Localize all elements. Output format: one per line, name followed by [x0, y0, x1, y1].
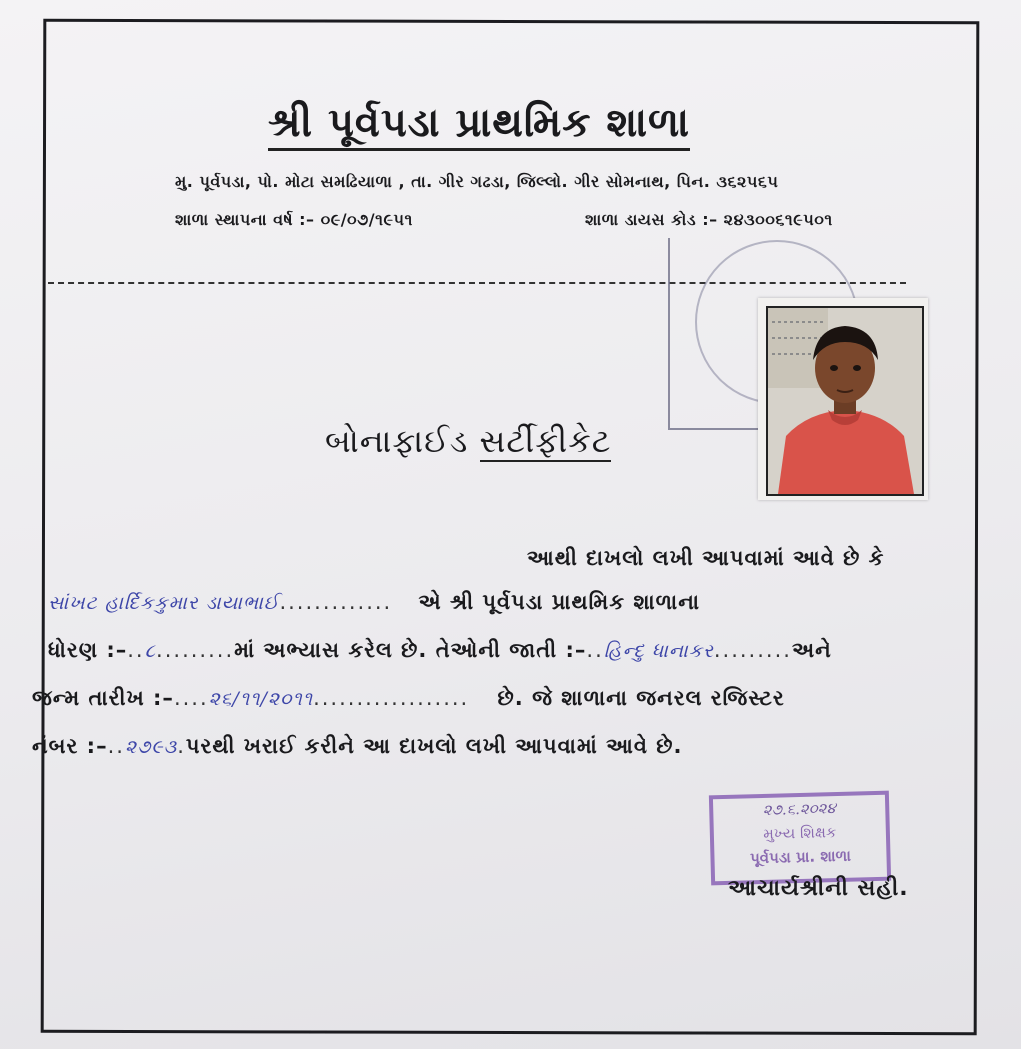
- intro-line: આથી દાખલો લખી આપવામાં આવે છે કે: [527, 546, 885, 570]
- line1-text: એ શ્રી પૂર્વપડા પ્રાથમિક શાળાના: [418, 590, 700, 614]
- fill-dots: ....: [173, 686, 209, 710]
- dob-value: ૨૬/૧૧/૨૦૧૧: [208, 688, 314, 710]
- certificate-title-prefix: બોનાફાઈડ: [325, 422, 480, 460]
- line2-text-mid: માં અભ્યાસ કરેલ છે. તેઓની જાતી :–: [234, 638, 587, 662]
- caste-value: હિન્દુ ધાનાકર: [603, 640, 714, 662]
- register-number-value: ૨૭૯૩: [124, 736, 178, 758]
- line4-text: પરથી ખરાઈ કરીને આ દાખલો લખી આપવામાં આવે છે.: [185, 734, 683, 758]
- signature-label: આચાર્યશ્રીની સહી.: [728, 876, 909, 901]
- certificate-title: [325, 422, 611, 461]
- fill-dots: ..: [586, 638, 604, 662]
- student-portrait-image: [768, 308, 922, 494]
- student-photo-frame: [766, 306, 924, 496]
- school-name: શ્રી પૂર્વપડા પ્રાથમિક શાળા: [268, 100, 690, 151]
- stamp-school: પૂર્વપડા પ્રા. શાળા: [749, 846, 852, 868]
- school-address: મુ. પૂર્વપડા, પો. મોટા સમઢિયાળા , તા. ગીર ગઢડા, જિલ્લો. ગીર સોમનાથ, પિન. ૩૬૨૫૬૫: [175, 172, 779, 191]
- student-name-value: સાંખટ હાર્દિકકુમાર ડાયાભાઈ: [48, 592, 280, 614]
- student-photo: [758, 298, 928, 500]
- fill-dots: ..: [127, 638, 145, 662]
- principal-stamp: [709, 791, 891, 886]
- line2-text-end: અને: [791, 638, 832, 662]
- body-line-4: [32, 734, 682, 759]
- standard-label: ધોરણ :–: [48, 638, 128, 662]
- body-line-2: [48, 638, 832, 663]
- fill-dots: .............: [279, 590, 393, 614]
- establishment-year: શાળા સ્થાપના વર્ષ :– ૦૯/૦૭/૧૯૫૧: [175, 210, 413, 229]
- dob-label: જન્મ તારીખ :–: [32, 686, 174, 710]
- certificate-title-underlined: સર્ટીફીકેટ: [479, 422, 612, 460]
- stamp-role: મુખ્ય શિક્ષક: [763, 823, 837, 843]
- fill-dots: ..................: [313, 686, 470, 710]
- fill-dots: .: [177, 734, 186, 758]
- stamp-date: ૨૭.૬.૨૦૨૪: [762, 799, 837, 819]
- fill-dots: .........: [713, 638, 792, 662]
- body-line-1: [48, 590, 700, 615]
- line3-text: છે. જે શાળાના જનરલ રજિસ્ટર: [497, 686, 785, 710]
- body-line-3: [32, 686, 785, 711]
- standard-value: ૮: [144, 640, 157, 662]
- fill-dots: ..: [107, 734, 125, 758]
- number-label: નંબર :–: [32, 734, 108, 758]
- dise-code: શાળા ડાયસ કોડ :– ૨૪૩૦૦૬૧૯૫૦૧: [585, 210, 833, 229]
- fill-dots: .........: [156, 638, 235, 662]
